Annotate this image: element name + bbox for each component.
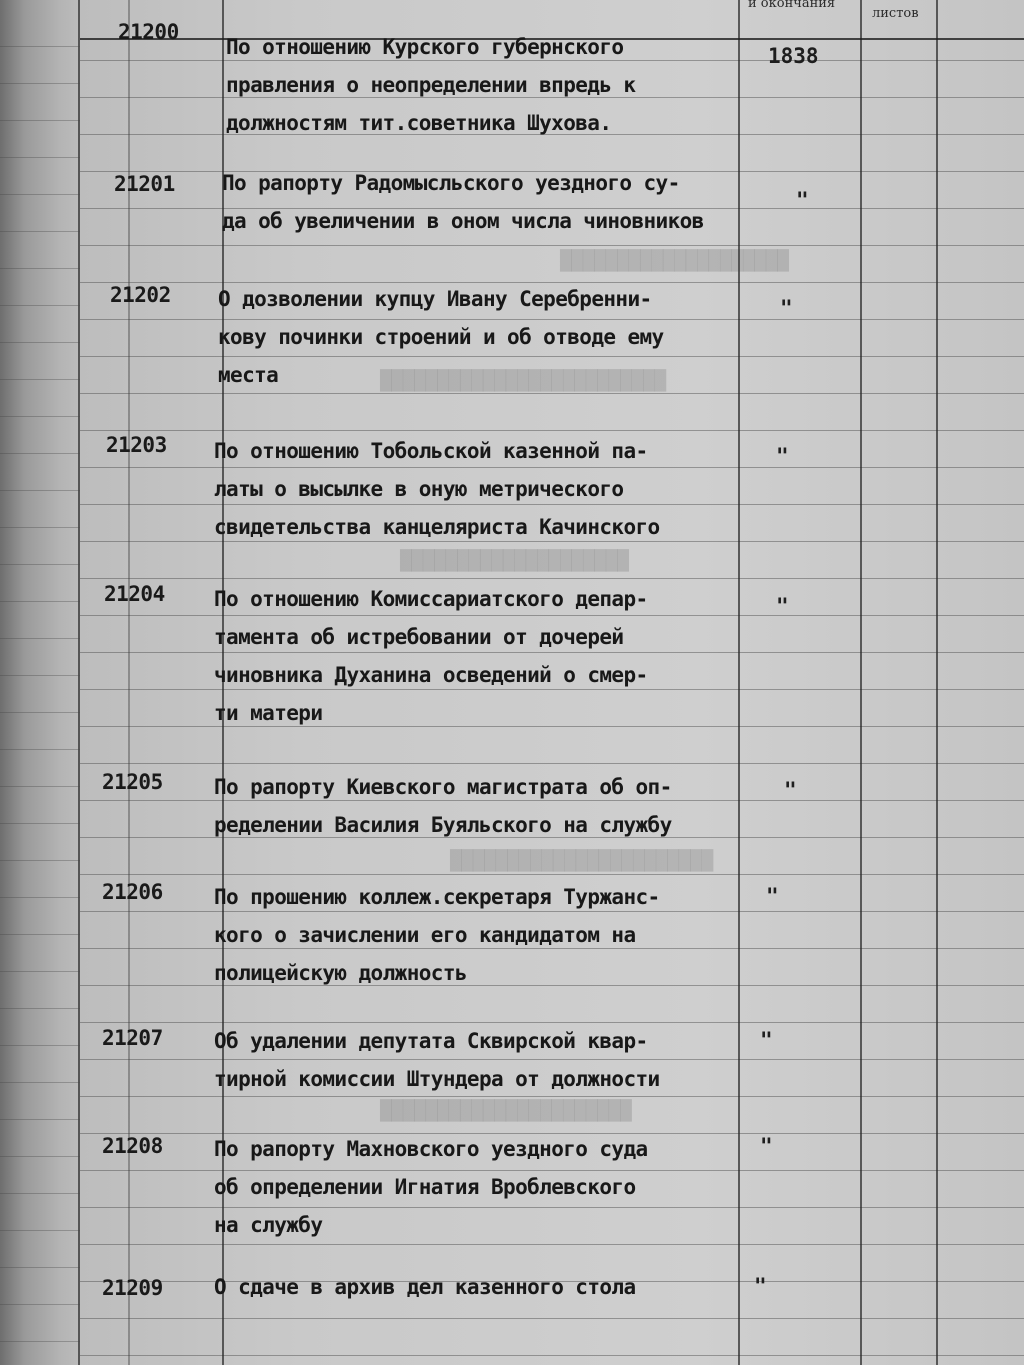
entry-number: 21205 xyxy=(102,770,163,794)
entry-title: По отношению Комиссариатского депар- тамента об истребовании от дочерей чиновника Духанина осведений о смер- ти матери xyxy=(214,587,648,725)
entry-number: 21200 xyxy=(118,20,179,44)
entry-title: По рапорту Киевского магистрата об оп- ределении Василия Буяльского на службу xyxy=(214,775,672,837)
ruled-line-margin xyxy=(0,1230,80,1231)
ruled-line-margin xyxy=(0,564,80,565)
ruled-line-margin xyxy=(0,897,80,898)
ruled-line-margin xyxy=(0,268,80,269)
ruled-line-margin xyxy=(0,1082,80,1083)
ruled-line-margin xyxy=(0,675,80,676)
entry-title: По рапорту Махновского уездного суда об определении Игнатия Вроблевского на службу xyxy=(214,1137,648,1237)
bleed-through: █████████████████████████ xyxy=(380,370,666,392)
entry-date: " xyxy=(776,444,789,468)
ruled-line-margin xyxy=(0,157,80,158)
ruled-line-margin xyxy=(0,1267,80,1268)
ruled-line-margin xyxy=(0,786,80,787)
ruled-line-margin xyxy=(0,638,80,639)
ruled-line-margin xyxy=(0,712,80,713)
entry-title: О дозволении купцу Ивану Серебренни- кову починки строений и об отводе ему места xyxy=(218,287,664,387)
bleed-through: ██████████████████████ xyxy=(380,1100,632,1122)
column-rule-sheets xyxy=(860,0,862,1365)
ruled-line-margin xyxy=(0,416,80,417)
entry-title: По рапорту Радомысльского уездного су- да об увеличении в оном числа чиновников xyxy=(222,171,704,233)
ruled-line-margin xyxy=(0,1156,80,1157)
entry-date: " xyxy=(796,188,809,212)
ruled-line-margin xyxy=(0,860,80,861)
ruled-line-margin xyxy=(0,1119,80,1120)
entry-date: " xyxy=(784,778,797,802)
entry-number: 21204 xyxy=(104,582,165,606)
entry-title: По отношению Курского губернского правления о неопределении впредь к должностям тит.советника Шухова. xyxy=(226,35,636,135)
ruled-line-margin xyxy=(0,1304,80,1305)
ruled-line-margin xyxy=(0,1341,80,1342)
entry-date: " xyxy=(760,1028,773,1052)
ruled-line-margin xyxy=(0,342,80,343)
ruled-line-margin xyxy=(0,823,80,824)
ruled-line-margin xyxy=(0,46,80,47)
header-dates: и окончания xyxy=(748,0,836,11)
ruled-line-margin xyxy=(0,194,80,195)
entry-date: " xyxy=(776,594,789,618)
entry-title: По отношению Тобольской казенной па- латы о высылке в оную метрического свидетельства канцеляриста Качинского xyxy=(214,439,660,539)
header-sheets: листов xyxy=(872,6,919,21)
ruled-line-margin xyxy=(0,527,80,528)
ruled-line-margin xyxy=(0,120,80,121)
entry-date: " xyxy=(780,296,793,320)
entry-title: По прошению коллеж.секретаря Туржанс- кого о зачислении его кандидатом на полицейскую должность xyxy=(214,885,660,985)
entry-number: 21203 xyxy=(106,433,167,457)
entry-date: " xyxy=(760,1134,773,1158)
ruled-line-margin xyxy=(0,601,80,602)
column-rule-number-left xyxy=(128,0,130,1365)
ruled-line-margin xyxy=(0,305,80,306)
entry-number: 21207 xyxy=(102,1026,163,1050)
entry-number: 21201 xyxy=(114,172,175,196)
ruled-line-margin xyxy=(0,453,80,454)
ruled-line-margin xyxy=(0,934,80,935)
ruled-line-margin xyxy=(0,1045,80,1046)
entry-date: " xyxy=(766,884,779,908)
entry-number: 21208 xyxy=(102,1134,163,1158)
entry-date: " xyxy=(754,1274,767,1298)
ruled-line-margin xyxy=(0,83,80,84)
ruled-line-margin xyxy=(0,490,80,491)
entry-title: Об удалении депутата Сквирской квар- тирной комиссии Штундера от должности xyxy=(214,1029,660,1091)
ruled-line-margin xyxy=(0,971,80,972)
bleed-through: ████████████████████ xyxy=(400,550,629,572)
entry-number: 21202 xyxy=(110,283,171,307)
ruled-line-margin xyxy=(0,1193,80,1194)
previous-page-edge xyxy=(0,0,80,1365)
entry-number: 21209 xyxy=(102,1276,163,1300)
bleed-through: ████████████████████ xyxy=(560,250,789,272)
page-edge-line xyxy=(78,0,80,1365)
ruled-line-margin xyxy=(0,231,80,232)
entry-title: О сдаче в архив дел казенного стола xyxy=(214,1275,636,1299)
entry-date: 1838 xyxy=(768,44,819,68)
ruled-line-margin xyxy=(0,749,80,750)
entry-number: 21206 xyxy=(102,880,163,904)
ruled-line-margin xyxy=(0,379,80,380)
ruled-line-margin xyxy=(0,1008,80,1009)
bleed-through: ███████████████████████ xyxy=(450,850,714,872)
column-rule-notes xyxy=(936,0,938,1365)
